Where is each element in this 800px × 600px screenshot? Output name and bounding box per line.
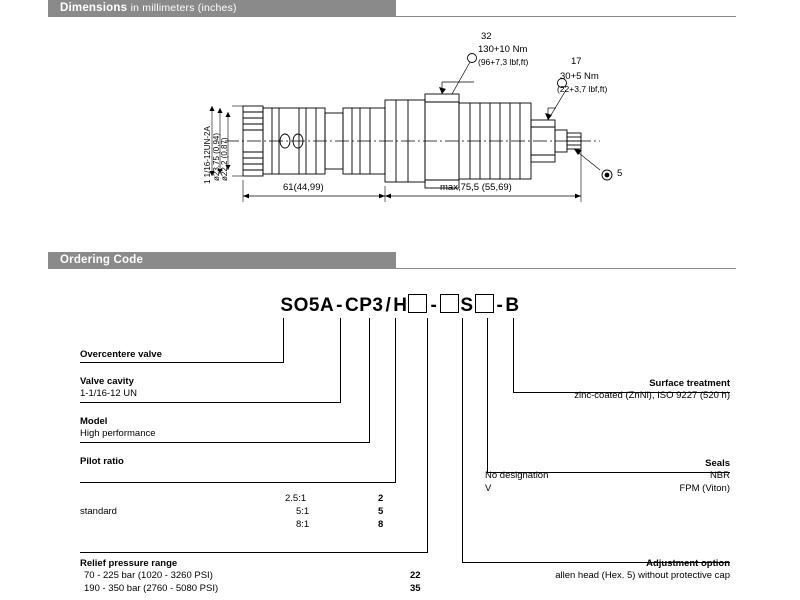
- desc-adjust-line1: allen head (Hex. 5) without protective cap: [555, 570, 730, 581]
- desc-pilot-title: Pilot ratio: [80, 456, 124, 467]
- dimensions-subtitle: in millimeters (inches): [130, 2, 237, 14]
- leader-v-adjust: [462, 318, 463, 563]
- leader-v-pilot: [395, 318, 396, 483]
- desc-surface-title: Surface treatment: [649, 378, 730, 389]
- torque-main-line2: (96+7,3 lbf,ft): [478, 57, 529, 67]
- code-sep-1: -: [336, 295, 343, 316]
- desc-cavity-title: Valve cavity: [80, 376, 134, 387]
- code-part-performance: H: [393, 295, 408, 316]
- hex-17-label: 17: [571, 56, 582, 67]
- leader-h-pressure: [80, 552, 428, 553]
- leader-h-cavity: [80, 402, 341, 403]
- leader-v-cavity: [340, 318, 341, 403]
- desc-pressure-title: Relief pressure range: [80, 558, 178, 569]
- dimension-drawing: [0, 20, 800, 240]
- desc-surface-line1: zinc-coated (ZnNi), ISO 9227 (520 h): [574, 390, 730, 401]
- length-right-label: max,75,5 (55,69): [440, 182, 512, 193]
- torque-sec-line1: 30+5 Nm: [560, 71, 599, 82]
- desc-cavity-line1: 1-1/16-12 UN: [80, 388, 138, 399]
- desc-pilot-standard: standard: [80, 506, 117, 517]
- code-box-pilot-ratio[interactable]: [408, 294, 427, 313]
- leader-v-overcentere: [283, 318, 284, 363]
- desc-pressure-code-1: 22: [410, 570, 421, 581]
- code-box-seals[interactable]: [475, 294, 494, 313]
- dimensions-header-rule: [396, 16, 736, 17]
- desc-seals-line2: FPM (Viton): [679, 483, 730, 494]
- desc-seals-code-1: No designation: [485, 470, 549, 481]
- desc-adjust-title: Adjustment option: [646, 558, 730, 569]
- desc-pressure-range-1: 70 - 225 bar (1020 - 3260 PSI): [84, 570, 213, 581]
- desc-pilot-ratio-2: 5:1: [296, 506, 310, 517]
- ordering-code-diagram: [0, 252, 800, 600]
- leader-h-model: [80, 442, 370, 443]
- code-part-seals-s: S: [460, 295, 474, 316]
- hex-32-label: 32: [481, 31, 492, 42]
- desc-model-title: Model: [80, 416, 108, 427]
- leader-v-model: [369, 318, 370, 443]
- desc-pilot-code-2: 5: [378, 506, 384, 517]
- leader-h-overcentere: [80, 362, 284, 363]
- valve-cross-section-svg: [0, 20, 800, 240]
- code-box-pressure-range[interactable]: [440, 294, 459, 313]
- code-sep-3: -: [430, 295, 438, 316]
- desc-pilot-ratio-3: 8:1: [296, 519, 310, 530]
- desc-pressure-code-2: 35: [410, 583, 421, 594]
- ordering-code-string: [0, 294, 800, 317]
- torque-main-line1: 130+10 Nm: [478, 44, 528, 55]
- code-part-cavity: CP3: [345, 295, 384, 316]
- leader-v-pressure: [427, 318, 428, 553]
- code-part-model: SO5A: [280, 295, 335, 316]
- torque-sec-line2: (22+3,7 lbf,ft): [557, 84, 608, 94]
- diameter-label-2: ø22,2 (0,87): [220, 137, 229, 181]
- desc-pilot-code-3: 8: [378, 519, 384, 530]
- desc-model-line1: High performance: [80, 428, 156, 439]
- desc-seals-code-2: V: [485, 483, 492, 494]
- desc-overcentere-title: Overcentere valve: [80, 349, 162, 360]
- thread-label: 1 1/16-12UN-2A: [203, 126, 212, 184]
- code-part-surface: B: [505, 295, 520, 316]
- length-left-label: 61(44,99): [283, 182, 324, 193]
- diameter-label-1: ø23,75 (0,94): [212, 132, 221, 181]
- code-sep-4: -: [496, 295, 504, 316]
- ordering-title: Ordering Code: [60, 254, 144, 266]
- hex-5-label: 5: [617, 168, 623, 179]
- desc-pilot-code-1: 2: [378, 493, 384, 504]
- code-sep-2: /: [385, 295, 392, 316]
- desc-pressure-range-2: 190 - 350 bar (2760 - 5080 PSI): [84, 583, 219, 594]
- desc-seals-line1: NBR: [709, 470, 730, 481]
- dimensions-section-header: [48, 0, 396, 17]
- dimensions-title: Dimensions: [60, 2, 128, 14]
- desc-pilot-ratio-1: 2.5:1: [285, 493, 307, 504]
- leader-h-pilot: [80, 482, 396, 483]
- desc-seals-title: Seals: [705, 458, 730, 469]
